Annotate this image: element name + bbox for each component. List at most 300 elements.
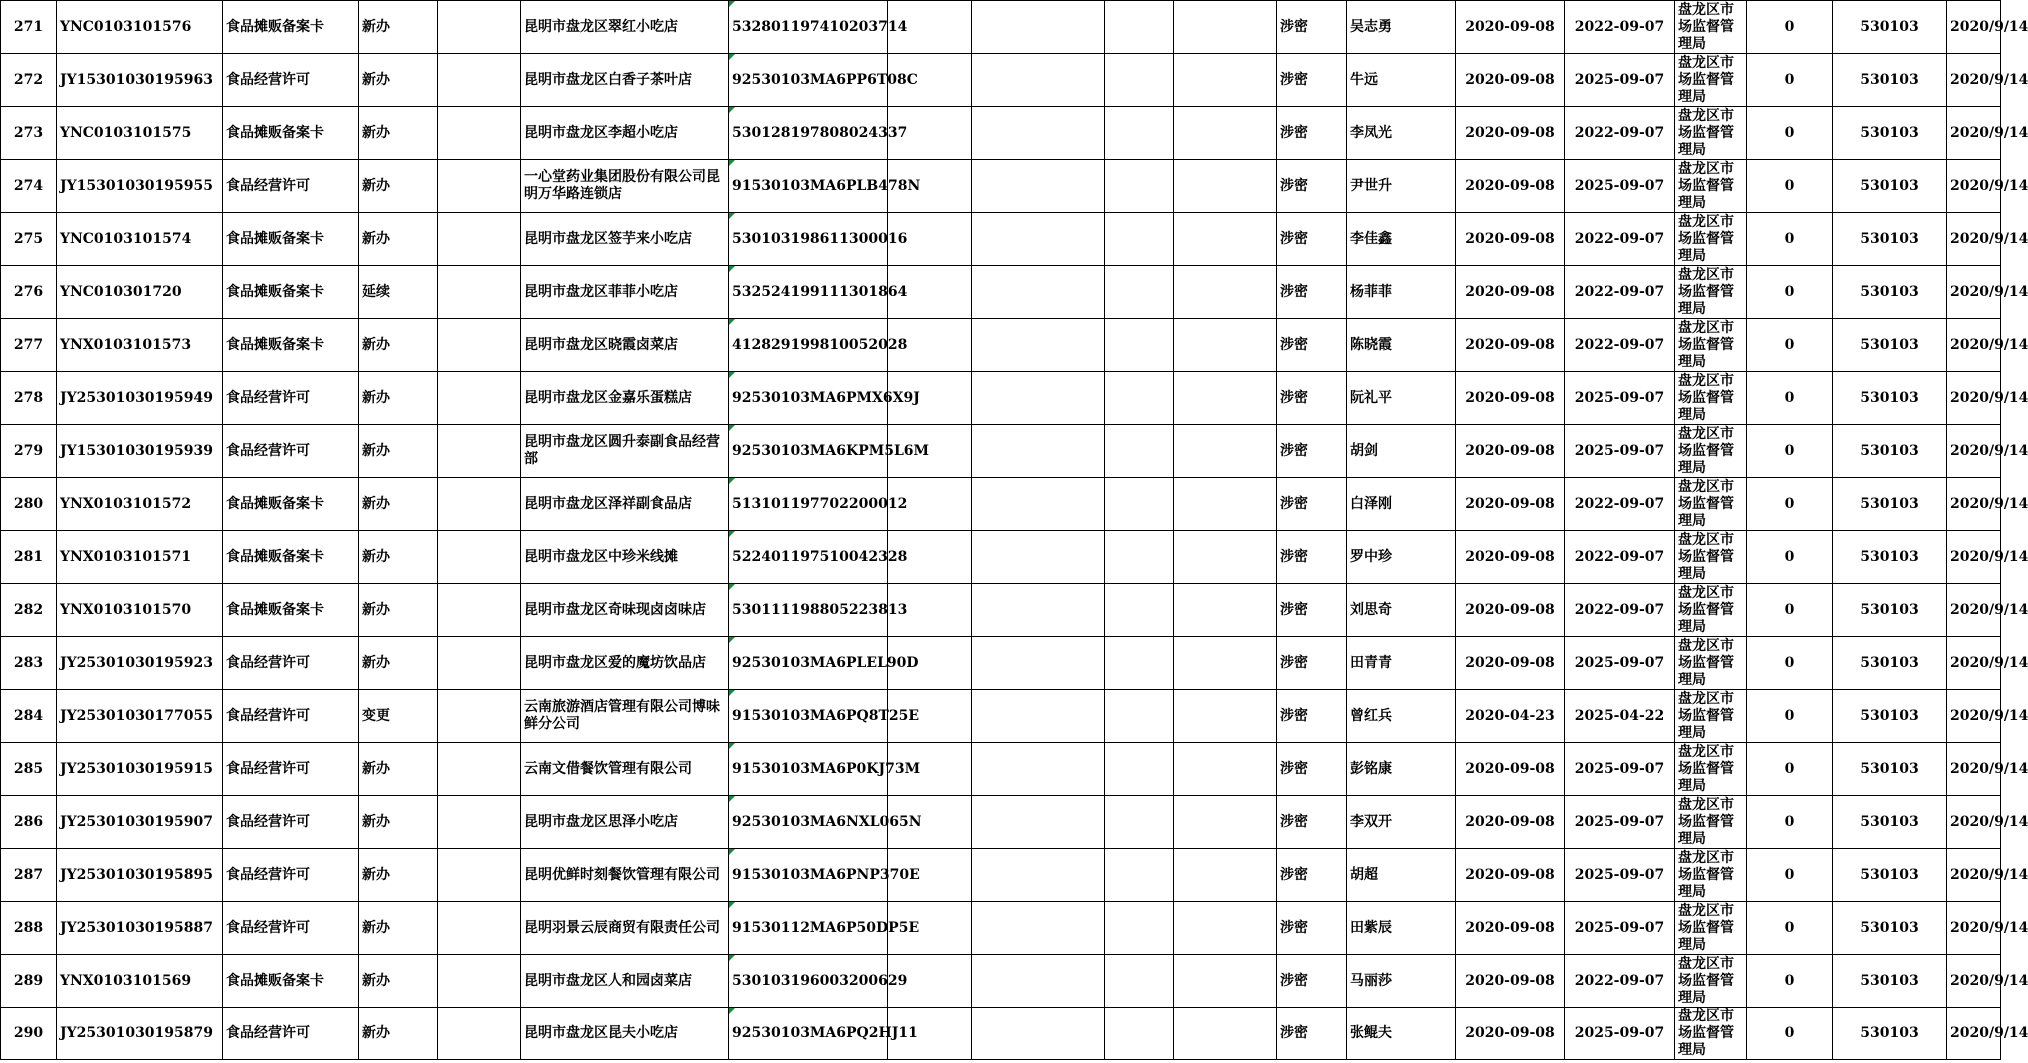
cell-area-code[interactable] — [1833, 107, 1947, 160]
cell-action-type[interactable] — [359, 743, 438, 796]
cell-empty[interactable] — [1105, 902, 1174, 955]
cell-confidential-flag[interactable] — [1277, 584, 1347, 637]
cell-legal-person[interactable] — [1347, 54, 1456, 107]
cell-credit-code[interactable] — [729, 213, 908, 266]
cell-issuing-authority[interactable] — [1675, 319, 1747, 372]
cell-empty[interactable] — [1174, 743, 1277, 796]
cell-empty[interactable] — [1105, 1, 1174, 54]
cell-empty[interactable] — [438, 372, 521, 425]
cell-credit-code[interactable] — [729, 372, 920, 425]
cell-empty[interactable] — [972, 160, 1105, 213]
cell-empty[interactable] — [438, 266, 521, 319]
cell-empty[interactable] — [438, 637, 521, 690]
cell-status-flag[interactable] — [1747, 266, 1833, 319]
cell-legal-person[interactable] — [1347, 690, 1456, 743]
cell-legal-person[interactable] — [1347, 213, 1456, 266]
cell-status-flag[interactable] — [1747, 743, 1833, 796]
cell-status-flag[interactable] — [1747, 796, 1833, 849]
cell-confidential-flag[interactable] — [1277, 319, 1347, 372]
cell-empty[interactable] — [1174, 637, 1277, 690]
cell-license-number[interactable] — [57, 372, 223, 425]
cell-action-type[interactable] — [359, 478, 438, 531]
cell-area-code[interactable] — [1833, 796, 1947, 849]
cell-issuing-authority[interactable] — [1675, 796, 1747, 849]
cell-empty[interactable] — [1174, 955, 1277, 1008]
cell-license-category[interactable] — [223, 213, 359, 266]
cell-update-date[interactable] — [1947, 54, 2028, 107]
cell-issuing-authority[interactable] — [1675, 584, 1747, 637]
cell-row-number[interactable] — [1, 531, 57, 584]
cell-business-name[interactable] — [521, 54, 729, 107]
cell-empty[interactable] — [1174, 690, 1277, 743]
cell-confidential-flag[interactable] — [1277, 796, 1347, 849]
cell-empty[interactable] — [972, 849, 1105, 902]
cell-status-flag[interactable] — [1747, 955, 1833, 1008]
cell-legal-person[interactable] — [1347, 372, 1456, 425]
cell-valid-from[interactable] — [1456, 796, 1565, 849]
cell-row-number[interactable] — [1, 266, 57, 319]
cell-update-date[interactable] — [1947, 584, 2028, 637]
cell-credit-code[interactable] — [729, 849, 920, 902]
cell-valid-from[interactable] — [1456, 213, 1565, 266]
cell-empty[interactable] — [438, 902, 521, 955]
cell-empty[interactable] — [1105, 584, 1174, 637]
cell-status-flag[interactable] — [1747, 637, 1833, 690]
cell-legal-person[interactable] — [1347, 478, 1456, 531]
cell-row-number[interactable] — [1, 478, 57, 531]
cell-action-type[interactable] — [359, 637, 438, 690]
cell-action-type[interactable] — [359, 319, 438, 372]
cell-empty[interactable] — [438, 319, 521, 372]
cell-empty[interactable] — [1174, 902, 1277, 955]
cell-valid-from[interactable] — [1456, 478, 1565, 531]
cell-issuing-authority[interactable] — [1675, 690, 1747, 743]
cell-license-number[interactable] — [57, 213, 223, 266]
cell-valid-to[interactable] — [1565, 637, 1675, 690]
cell-valid-to[interactable] — [1565, 1, 1675, 54]
cell-empty[interactable] — [438, 478, 521, 531]
cell-valid-from[interactable] — [1456, 319, 1565, 372]
cell-status-flag[interactable] — [1747, 372, 1833, 425]
cell-credit-code[interactable] — [729, 743, 921, 796]
cell-valid-to[interactable] — [1565, 160, 1675, 213]
cell-empty[interactable] — [972, 213, 1105, 266]
cell-credit-code[interactable] — [729, 107, 908, 160]
cell-empty[interactable] — [1105, 107, 1174, 160]
cell-valid-to[interactable] — [1565, 372, 1675, 425]
cell-issuing-authority[interactable] — [1675, 266, 1747, 319]
cell-license-category[interactable] — [223, 796, 359, 849]
cell-row-number[interactable] — [1, 213, 57, 266]
cell-credit-code[interactable] — [729, 319, 908, 372]
cell-license-category[interactable] — [223, 266, 359, 319]
cell-empty[interactable] — [1174, 54, 1277, 107]
cell-status-flag[interactable] — [1747, 690, 1833, 743]
cell-empty[interactable] — [1105, 213, 1174, 266]
cell-valid-to[interactable] — [1565, 743, 1675, 796]
cell-confidential-flag[interactable] — [1277, 955, 1347, 1008]
cell-valid-to[interactable] — [1565, 478, 1675, 531]
cell-row-number[interactable] — [1, 1008, 57, 1060]
cell-valid-to[interactable] — [1565, 54, 1675, 107]
cell-empty[interactable] — [972, 796, 1105, 849]
cell-action-type[interactable] — [359, 796, 438, 849]
cell-legal-person[interactable] — [1347, 266, 1456, 319]
cell-empty[interactable] — [1105, 690, 1174, 743]
cell-business-name[interactable] — [521, 478, 729, 531]
cell-update-date[interactable] — [1947, 372, 2028, 425]
cell-credit-code[interactable] — [729, 266, 908, 319]
cell-license-category[interactable] — [223, 690, 359, 743]
cell-issuing-authority[interactable] — [1675, 1, 1747, 54]
cell-action-type[interactable] — [359, 213, 438, 266]
cell-status-flag[interactable] — [1747, 1008, 1833, 1060]
cell-empty[interactable] — [972, 319, 1105, 372]
cell-business-name[interactable] — [521, 902, 729, 955]
cell-update-date[interactable] — [1947, 478, 2028, 531]
cell-empty[interactable] — [1174, 266, 1277, 319]
cell-area-code[interactable] — [1833, 531, 1947, 584]
cell-action-type[interactable] — [359, 107, 438, 160]
cell-license-number[interactable] — [57, 955, 223, 1008]
cell-empty[interactable] — [972, 1008, 1105, 1060]
cell-update-date[interactable] — [1947, 107, 2028, 160]
cell-business-name[interactable] — [521, 637, 729, 690]
cell-credit-code[interactable] — [729, 1008, 918, 1060]
cell-credit-code[interactable] — [729, 955, 908, 1008]
cell-license-category[interactable] — [223, 1008, 359, 1060]
cell-license-number[interactable] — [57, 902, 223, 955]
cell-empty[interactable] — [1105, 796, 1174, 849]
cell-confidential-flag[interactable] — [1277, 213, 1347, 266]
cell-empty[interactable] — [972, 902, 1105, 955]
cell-issuing-authority[interactable] — [1675, 849, 1747, 902]
cell-empty[interactable] — [1105, 319, 1174, 372]
cell-issuing-authority[interactable] — [1675, 425, 1747, 478]
cell-confidential-flag[interactable] — [1277, 902, 1347, 955]
cell-empty[interactable] — [1174, 425, 1277, 478]
cell-issuing-authority[interactable] — [1675, 637, 1747, 690]
cell-issuing-authority[interactable] — [1675, 213, 1747, 266]
cell-confidential-flag[interactable] — [1277, 531, 1347, 584]
cell-empty[interactable] — [438, 1008, 521, 1060]
cell-update-date[interactable] — [1947, 1008, 2028, 1060]
cell-action-type[interactable] — [359, 266, 438, 319]
cell-confidential-flag[interactable] — [1277, 425, 1347, 478]
cell-status-flag[interactable] — [1747, 107, 1833, 160]
cell-legal-person[interactable] — [1347, 637, 1456, 690]
cell-license-number[interactable] — [57, 319, 223, 372]
cell-valid-to[interactable] — [1565, 266, 1675, 319]
cell-confidential-flag[interactable] — [1277, 478, 1347, 531]
cell-license-category[interactable] — [223, 955, 359, 1008]
cell-area-code[interactable] — [1833, 584, 1947, 637]
cell-empty[interactable] — [1174, 1008, 1277, 1060]
cell-valid-from[interactable] — [1456, 372, 1565, 425]
cell-valid-to[interactable] — [1565, 584, 1675, 637]
cell-empty[interactable] — [438, 213, 521, 266]
cell-empty[interactable] — [972, 690, 1105, 743]
cell-update-date[interactable] — [1947, 796, 2028, 849]
cell-action-type[interactable] — [359, 584, 438, 637]
cell-business-name[interactable] — [521, 796, 729, 849]
cell-valid-from[interactable] — [1456, 107, 1565, 160]
cell-credit-code[interactable] — [729, 531, 908, 584]
cell-empty[interactable] — [1105, 54, 1174, 107]
cell-license-category[interactable] — [223, 1, 359, 54]
cell-empty[interactable] — [438, 584, 521, 637]
cell-legal-person[interactable] — [1347, 107, 1456, 160]
cell-area-code[interactable] — [1833, 1, 1947, 54]
cell-action-type[interactable] — [359, 1008, 438, 1060]
cell-license-number[interactable] — [57, 107, 223, 160]
cell-status-flag[interactable] — [1747, 478, 1833, 531]
cell-license-number[interactable] — [57, 54, 223, 107]
cell-status-flag[interactable] — [1747, 584, 1833, 637]
cell-confidential-flag[interactable] — [1277, 690, 1347, 743]
cell-empty[interactable] — [972, 743, 1105, 796]
cell-empty[interactable] — [1105, 531, 1174, 584]
cell-empty[interactable] — [1105, 955, 1174, 1008]
cell-status-flag[interactable] — [1747, 1, 1833, 54]
cell-license-category[interactable] — [223, 160, 359, 213]
cell-row-number[interactable] — [1, 107, 57, 160]
cell-empty[interactable] — [1174, 1, 1277, 54]
cell-update-date[interactable] — [1947, 319, 2028, 372]
cell-license-category[interactable] — [223, 478, 359, 531]
cell-issuing-authority[interactable] — [1675, 54, 1747, 107]
cell-license-category[interactable] — [223, 372, 359, 425]
cell-valid-to[interactable] — [1565, 902, 1675, 955]
cell-valid-from[interactable] — [1456, 1008, 1565, 1060]
cell-action-type[interactable] — [359, 531, 438, 584]
cell-row-number[interactable] — [1, 902, 57, 955]
cell-business-name[interactable] — [521, 425, 729, 478]
cell-status-flag[interactable] — [1747, 54, 1833, 107]
cell-row-number[interactable] — [1, 319, 57, 372]
cell-row-number[interactable] — [1, 425, 57, 478]
cell-update-date[interactable] — [1947, 531, 2028, 584]
cell-license-category[interactable] — [223, 54, 359, 107]
cell-empty[interactable] — [972, 425, 1105, 478]
cell-license-category[interactable] — [223, 637, 359, 690]
cell-empty[interactable] — [972, 107, 1105, 160]
cell-area-code[interactable] — [1833, 425, 1947, 478]
cell-empty[interactable] — [438, 690, 521, 743]
cell-legal-person[interactable] — [1347, 955, 1456, 1008]
cell-empty[interactable] — [972, 584, 1105, 637]
cell-business-name[interactable] — [521, 531, 729, 584]
cell-business-name[interactable] — [521, 213, 729, 266]
cell-row-number[interactable] — [1, 372, 57, 425]
cell-legal-person[interactable] — [1347, 584, 1456, 637]
cell-empty[interactable] — [438, 849, 521, 902]
cell-row-number[interactable] — [1, 584, 57, 637]
cell-status-flag[interactable] — [1747, 425, 1833, 478]
cell-empty[interactable] — [972, 372, 1105, 425]
cell-issuing-authority[interactable] — [1675, 107, 1747, 160]
cell-business-name[interactable] — [521, 107, 729, 160]
cell-legal-person[interactable] — [1347, 743, 1456, 796]
cell-valid-from[interactable] — [1456, 54, 1565, 107]
cell-area-code[interactable] — [1833, 319, 1947, 372]
cell-valid-to[interactable] — [1565, 849, 1675, 902]
cell-license-category[interactable] — [223, 849, 359, 902]
cell-update-date[interactable] — [1947, 902, 2028, 955]
cell-valid-from[interactable] — [1456, 160, 1565, 213]
cell-empty[interactable] — [972, 637, 1105, 690]
cell-empty[interactable] — [1174, 478, 1277, 531]
cell-license-category[interactable] — [223, 107, 359, 160]
cell-valid-from[interactable] — [1456, 955, 1565, 1008]
cell-valid-from[interactable] — [1456, 902, 1565, 955]
cell-empty[interactable] — [972, 54, 1105, 107]
cell-area-code[interactable] — [1833, 902, 1947, 955]
cell-valid-to[interactable] — [1565, 107, 1675, 160]
cell-empty[interactable] — [1105, 849, 1174, 902]
cell-row-number[interactable] — [1, 690, 57, 743]
cell-issuing-authority[interactable] — [1675, 743, 1747, 796]
cell-empty[interactable] — [972, 531, 1105, 584]
cell-empty[interactable] — [1105, 478, 1174, 531]
cell-update-date[interactable] — [1947, 1, 2028, 54]
cell-action-type[interactable] — [359, 425, 438, 478]
cell-valid-from[interactable] — [1456, 266, 1565, 319]
cell-legal-person[interactable] — [1347, 319, 1456, 372]
cell-valid-to[interactable] — [1565, 425, 1675, 478]
cell-issuing-authority[interactable] — [1675, 1008, 1747, 1060]
cell-license-category[interactable] — [223, 743, 359, 796]
cell-license-number[interactable] — [57, 690, 223, 743]
cell-update-date[interactable] — [1947, 160, 2028, 213]
cell-empty[interactable] — [438, 425, 521, 478]
cell-license-number[interactable] — [57, 1, 223, 54]
cell-action-type[interactable] — [359, 54, 438, 107]
cell-license-number[interactable] — [57, 796, 223, 849]
cell-license-number[interactable] — [57, 266, 223, 319]
cell-license-number[interactable] — [57, 1008, 223, 1060]
cell-empty[interactable] — [1105, 372, 1174, 425]
cell-business-name[interactable] — [521, 584, 729, 637]
cell-valid-to[interactable] — [1565, 955, 1675, 1008]
cell-license-number[interactable] — [57, 160, 223, 213]
cell-issuing-authority[interactable] — [1675, 478, 1747, 531]
cell-empty[interactable] — [1174, 372, 1277, 425]
cell-empty[interactable] — [1105, 160, 1174, 213]
cell-empty[interactable] — [1105, 1008, 1174, 1060]
cell-confidential-flag[interactable] — [1277, 160, 1347, 213]
cell-credit-code[interactable] — [729, 637, 919, 690]
cell-business-name[interactable] — [521, 160, 729, 213]
cell-action-type[interactable] — [359, 1, 438, 54]
cell-area-code[interactable] — [1833, 54, 1947, 107]
cell-empty[interactable] — [1105, 637, 1174, 690]
cell-business-name[interactable] — [521, 955, 729, 1008]
cell-empty[interactable] — [1174, 160, 1277, 213]
cell-area-code[interactable] — [1833, 743, 1947, 796]
cell-valid-from[interactable] — [1456, 743, 1565, 796]
cell-legal-person[interactable] — [1347, 531, 1456, 584]
cell-confidential-flag[interactable] — [1277, 1008, 1347, 1060]
cell-credit-code[interactable] — [729, 584, 908, 637]
cell-issuing-authority[interactable] — [1675, 160, 1747, 213]
cell-license-number[interactable] — [57, 478, 223, 531]
cell-confidential-flag[interactable] — [1277, 743, 1347, 796]
cell-empty[interactable] — [1174, 796, 1277, 849]
cell-status-flag[interactable] — [1747, 213, 1833, 266]
cell-license-number[interactable] — [57, 531, 223, 584]
cell-issuing-authority[interactable] — [1675, 531, 1747, 584]
cell-row-number[interactable] — [1, 955, 57, 1008]
cell-row-number[interactable] — [1, 160, 57, 213]
cell-empty[interactable] — [972, 955, 1105, 1008]
cell-business-name[interactable] — [521, 1, 729, 54]
cell-action-type[interactable] — [359, 372, 438, 425]
cell-valid-from[interactable] — [1456, 1, 1565, 54]
cell-status-flag[interactable] — [1747, 319, 1833, 372]
cell-empty[interactable] — [972, 266, 1105, 319]
cell-issuing-authority[interactable] — [1675, 372, 1747, 425]
cell-area-code[interactable] — [1833, 1008, 1947, 1060]
cell-confidential-flag[interactable] — [1277, 637, 1347, 690]
cell-license-number[interactable] — [57, 637, 223, 690]
cell-license-category[interactable] — [223, 584, 359, 637]
cell-license-number[interactable] — [57, 425, 223, 478]
cell-update-date[interactable] — [1947, 743, 2028, 796]
cell-legal-person[interactable] — [1347, 425, 1456, 478]
cell-credit-code[interactable] — [729, 160, 921, 213]
cell-empty[interactable] — [1174, 319, 1277, 372]
cell-row-number[interactable] — [1, 796, 57, 849]
cell-business-name[interactable] — [521, 690, 729, 743]
cell-confidential-flag[interactable] — [1277, 372, 1347, 425]
cell-row-number[interactable] — [1, 54, 57, 107]
cell-business-name[interactable] — [521, 319, 729, 372]
cell-empty[interactable] — [438, 955, 521, 1008]
cell-legal-person[interactable] — [1347, 1008, 1456, 1060]
cell-valid-from[interactable] — [1456, 584, 1565, 637]
cell-credit-code[interactable] — [729, 690, 920, 743]
cell-legal-person[interactable] — [1347, 902, 1456, 955]
cell-valid-to[interactable] — [1565, 319, 1675, 372]
cell-valid-from[interactable] — [1456, 425, 1565, 478]
cell-area-code[interactable] — [1833, 849, 1947, 902]
cell-business-name[interactable] — [521, 372, 729, 425]
cell-status-flag[interactable] — [1747, 531, 1833, 584]
cell-confidential-flag[interactable] — [1277, 1, 1347, 54]
cell-confidential-flag[interactable] — [1277, 266, 1347, 319]
cell-update-date[interactable] — [1947, 213, 2028, 266]
cell-valid-to[interactable] — [1565, 213, 1675, 266]
cell-valid-to[interactable] — [1565, 690, 1675, 743]
cell-empty[interactable] — [438, 531, 521, 584]
cell-status-flag[interactable] — [1747, 849, 1833, 902]
cell-business-name[interactable] — [521, 743, 729, 796]
cell-credit-code[interactable] — [729, 1, 908, 54]
cell-valid-to[interactable] — [1565, 796, 1675, 849]
cell-credit-code[interactable] — [729, 425, 930, 478]
cell-empty[interactable] — [1105, 266, 1174, 319]
cell-valid-from[interactable] — [1456, 637, 1565, 690]
cell-empty[interactable] — [1174, 213, 1277, 266]
cell-update-date[interactable] — [1947, 266, 2028, 319]
cell-confidential-flag[interactable] — [1277, 54, 1347, 107]
cell-row-number[interactable] — [1, 743, 57, 796]
cell-legal-person[interactable] — [1347, 796, 1456, 849]
cell-license-category[interactable] — [223, 902, 359, 955]
cell-valid-from[interactable] — [1456, 690, 1565, 743]
cell-license-category[interactable] — [223, 531, 359, 584]
